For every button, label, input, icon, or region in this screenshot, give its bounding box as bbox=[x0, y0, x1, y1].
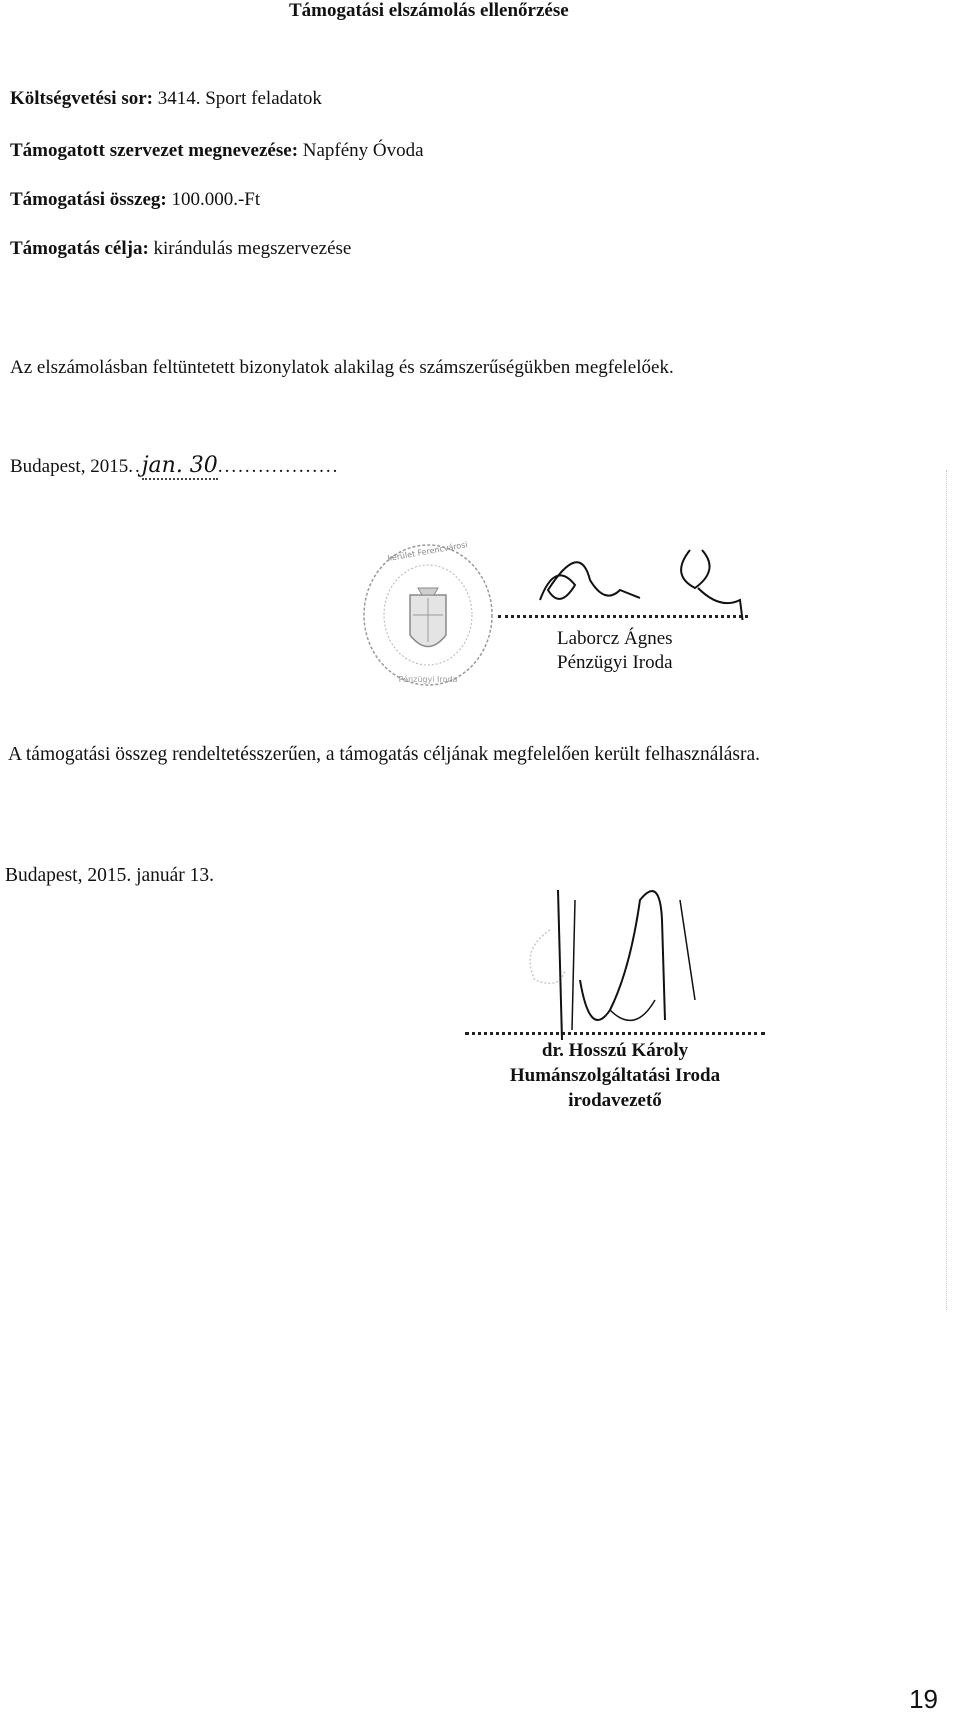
official-stamp bbox=[358, 540, 498, 690]
document-title: Támogatási elszámolás ellenőrzése bbox=[289, 0, 569, 21]
signer-2-name: dr. Hosszú Károly bbox=[541, 1040, 689, 1061]
page-number: 19 bbox=[909, 1684, 938, 1714]
signature-line-2 bbox=[465, 1032, 765, 1035]
date-line-2: Budapest, 2015. január 13. bbox=[5, 865, 215, 886]
budget-line-label: Költségvetési sor: bbox=[10, 88, 153, 109]
statement-usage-correct: A támogatási összeg rendeltetésszerűen, a támogatás céljának megfelelően került felhasználásra. bbox=[8, 744, 761, 765]
amount-field bbox=[10, 189, 260, 211]
date-1-prefix: Budapest, 2015 bbox=[10, 456, 129, 477]
signer-1-office: Pénzügyi Iroda bbox=[557, 652, 673, 673]
organization-value: Napfény Óvoda bbox=[302, 140, 424, 161]
svg-text:Pénzügyi Iroda: Pénzügyi Iroda bbox=[398, 675, 458, 684]
svg-text:kerület Ferencvárosi: kerület Ferencvárosi bbox=[386, 540, 469, 564]
signer-2-role: irodavezető bbox=[568, 1090, 662, 1111]
signature-hosszu bbox=[480, 860, 720, 1060]
signer-2-office: Humánszolgáltatási Iroda bbox=[509, 1065, 721, 1086]
organization-field bbox=[10, 140, 424, 162]
signature-line-1 bbox=[498, 615, 748, 618]
purpose-value: kirándulás megszervezése bbox=[153, 238, 352, 259]
purpose-field bbox=[10, 238, 351, 260]
date-1-handwritten: jan. 30 bbox=[141, 453, 218, 478]
amount-label: Támogatási összeg: bbox=[10, 189, 167, 210]
amount-value: 100.000.-Ft bbox=[171, 189, 261, 210]
date-line-1: Budapest, 2015..jan. 30.................. bbox=[10, 453, 340, 478]
statement-documents-correct: Az elszámolásban feltüntetett bizonylatok alakilag és számszerűségükben megfelelőek. bbox=[10, 357, 674, 378]
budget-line-field bbox=[10, 88, 322, 110]
organization-label: Támogatott szervezet megnevezése: bbox=[10, 140, 299, 161]
budget-line-value: 3414. Sport feladatok bbox=[157, 88, 322, 109]
scan-edge-line bbox=[946, 470, 947, 1310]
signature-laborcz bbox=[520, 530, 760, 620]
purpose-label: Támogatás célja: bbox=[10, 238, 149, 259]
signer-1-name: Laborcz Ágnes bbox=[557, 628, 673, 649]
